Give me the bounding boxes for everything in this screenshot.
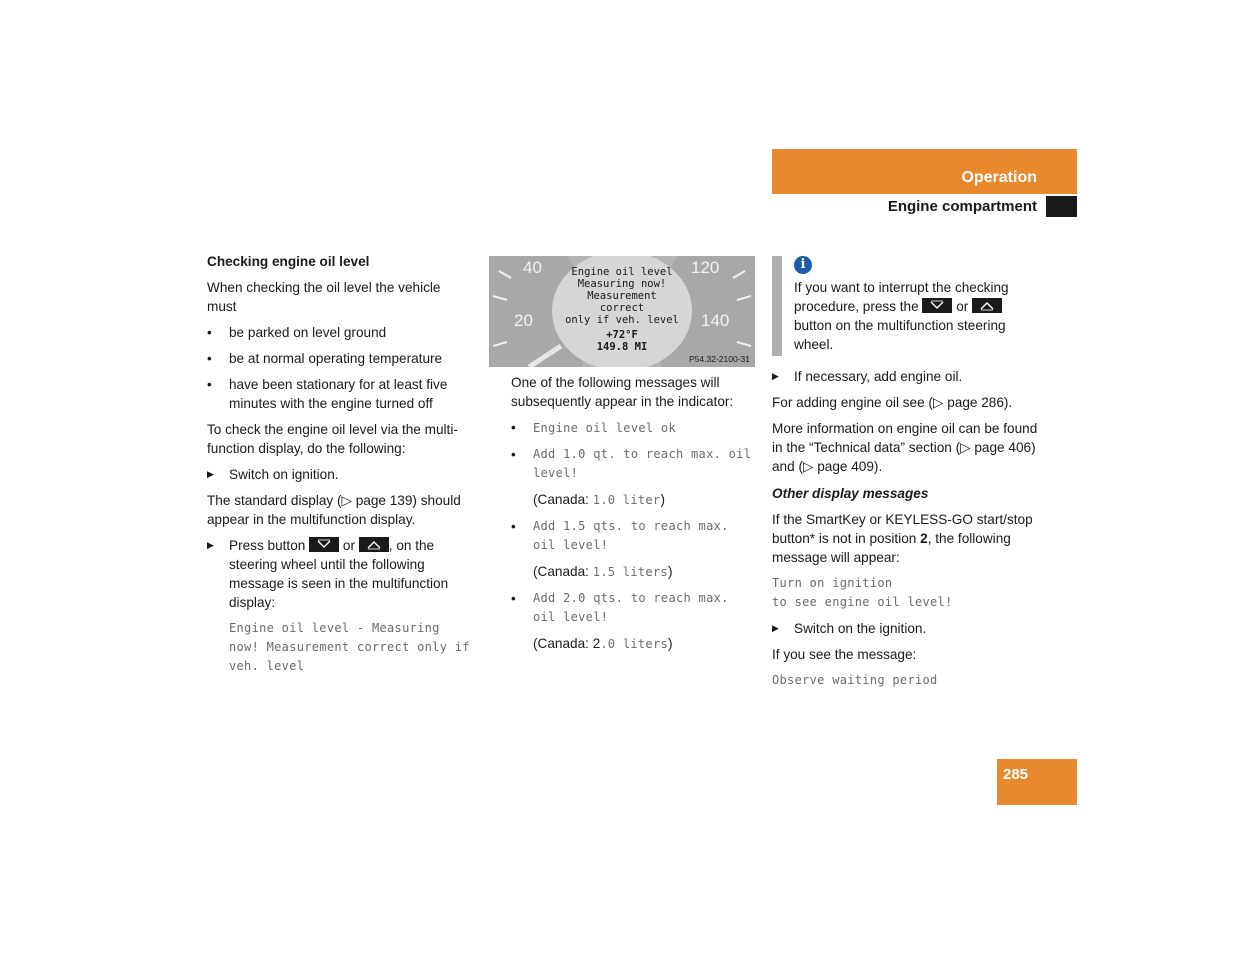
waiting-period-message: Observe waiting period xyxy=(772,673,938,687)
messages-intro: One of the following messages will subsequently appear in the indicator: xyxy=(511,375,734,409)
canada-value: 1.5 liters xyxy=(592,565,668,579)
canada-value: 1.0 liter xyxy=(592,493,661,507)
step-switch-ignition: ▶ Switch on ignition. xyxy=(207,465,473,484)
list-item: • be parked on level ground xyxy=(207,323,473,342)
smartkey-pre: If the SmartKey or KEYLESS-GO start/stop button* is not in position xyxy=(772,512,1033,546)
info-note xyxy=(772,256,1038,354)
conditions-list xyxy=(207,323,473,413)
info-text-or: or xyxy=(956,299,969,314)
header-marker xyxy=(1046,196,1077,217)
up-button-icon xyxy=(359,537,389,552)
column-right xyxy=(772,256,1038,697)
list-item xyxy=(511,418,755,438)
step-text-or: or xyxy=(342,538,355,553)
readout-line: Engine oil level xyxy=(571,266,673,278)
canada-note xyxy=(533,490,755,510)
list-item xyxy=(511,445,755,510)
message-text: Engine oil level ok xyxy=(533,421,676,435)
speed-label-40: 40 xyxy=(523,258,542,277)
message-text: • Add 2.0 qts. to reach max. oil level! xyxy=(533,591,729,624)
step-switch-on-ignition: ▶ Switch on the ignition. xyxy=(772,619,1038,638)
step-text-pre: Press button xyxy=(229,538,306,553)
message-line: Turn on ignition xyxy=(772,576,893,590)
canada-label: (Canada: 2 xyxy=(533,636,601,651)
readout-line: Measurement xyxy=(587,290,657,302)
info-text-pre: If you want to interrupt the checking procedure, press the xyxy=(794,280,1009,314)
instrument-cluster-image xyxy=(489,256,755,367)
speed-label-120: 120 xyxy=(691,258,720,277)
readout-line: Measuring now! xyxy=(577,278,667,290)
readout-line: only if veh. level xyxy=(565,314,679,326)
info-bar xyxy=(772,256,782,356)
message-text: • Add 1.0 qt. to reach max. oil level! xyxy=(533,447,752,480)
step-add-oil: ▶ If necessary, add engine oil. xyxy=(772,367,1038,386)
column-middle xyxy=(489,373,755,661)
canada-close: ) xyxy=(660,492,665,507)
page-number: 285 xyxy=(997,759,1077,805)
position-number: 2 xyxy=(920,531,928,546)
info-icon: i xyxy=(794,256,812,274)
list-item: • have been stationary for at least five minutes with the engine turned off xyxy=(207,375,473,413)
subsection-title: Engine compartment xyxy=(887,198,1037,215)
section-header-bar xyxy=(772,149,1077,194)
canada-label: (Canada: xyxy=(533,564,593,579)
step-press-button xyxy=(207,536,473,612)
info-text xyxy=(794,278,1038,354)
adding-oil-ref: For adding engine oil see (▷ page 286). xyxy=(772,395,1013,410)
image-code: P54.32-2100-31 xyxy=(689,354,750,364)
section-title: Operation xyxy=(961,169,1037,186)
more-info-text: More information on engine oil can be found in the “Technical data” section (▷ page 406) and (▷ page 409). xyxy=(772,421,1038,474)
heading-checking-oil: Checking engine oil level xyxy=(207,254,370,269)
readout-line: correct xyxy=(599,302,645,314)
intro-text: When checking the oil level the vehicle must xyxy=(207,280,441,314)
speed-label-20: 20 xyxy=(514,311,533,330)
display-readout xyxy=(557,266,687,353)
list-item: • be at normal operating temperature xyxy=(207,349,473,368)
instruction-text: To check the engine oil level via the multi-function display, do the following: xyxy=(207,422,458,456)
info-text-post: button on the multifunction steering wheel. xyxy=(794,318,1006,352)
standard-display-text: The standard display (▷ page 139) should appear in the multifunction display. xyxy=(207,493,461,527)
list-item xyxy=(511,589,755,654)
canada-label: (Canada: xyxy=(533,492,593,507)
canada-value: .0 liters xyxy=(600,637,668,651)
list-item xyxy=(511,517,755,582)
readout-miles: 149.8 MI xyxy=(596,341,648,353)
canada-note xyxy=(533,562,755,582)
canada-close: ) xyxy=(668,636,673,651)
speed-label-140: 140 xyxy=(701,311,730,330)
ignition-message xyxy=(772,574,1038,612)
readout-temp: +72°F xyxy=(606,329,638,341)
display-message: Engine oil level - Measuring now! Measurement correct only if veh. level xyxy=(229,621,470,673)
step-text-post: , on the steering wheel until the following message is seen in the multifunction display: xyxy=(229,538,449,610)
down-button-icon xyxy=(922,298,952,313)
smartkey-text xyxy=(772,510,1038,567)
messages-list xyxy=(489,418,755,654)
down-button-icon xyxy=(309,537,339,552)
column-left xyxy=(207,252,473,683)
canada-close: ) xyxy=(667,564,673,579)
up-button-icon xyxy=(972,298,1002,313)
message-text: • Add 1.5 qts. to reach max. oil level! xyxy=(533,519,729,552)
canada-note xyxy=(533,634,755,654)
other-messages-heading: Other display messages xyxy=(772,486,929,501)
message-line: to see engine oil level! xyxy=(772,595,953,609)
see-message-text: If you see the message: xyxy=(772,647,917,662)
smartkey-post: , the following message will appear: xyxy=(772,531,1011,565)
